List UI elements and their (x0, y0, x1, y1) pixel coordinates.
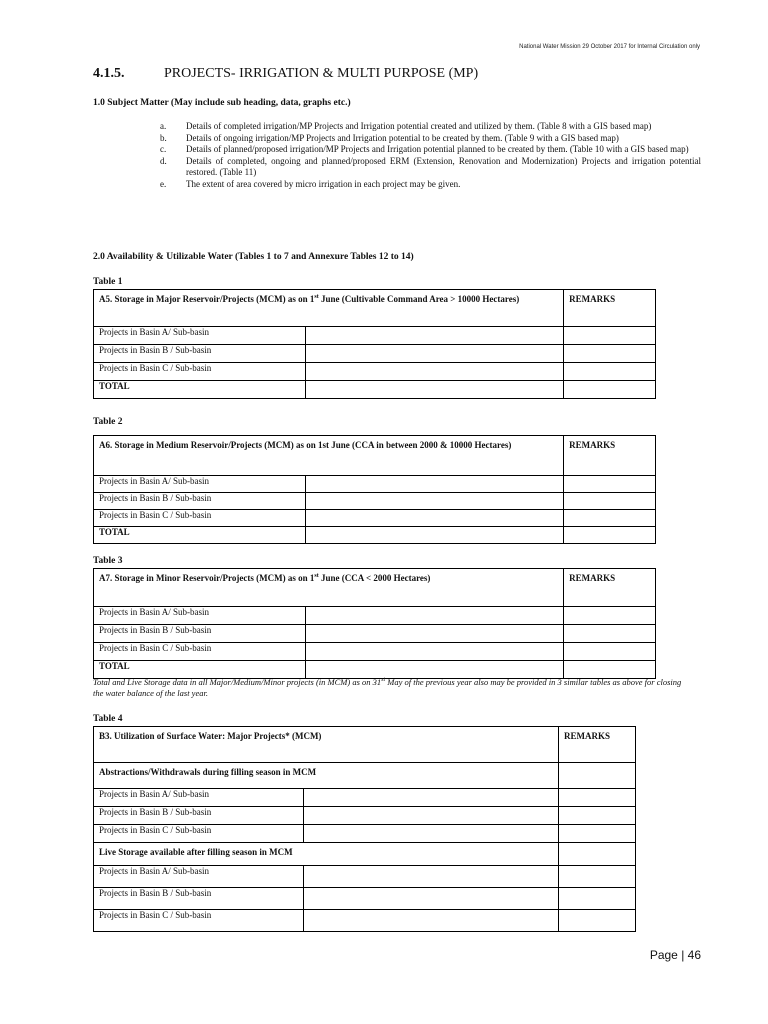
data-cell (305, 327, 563, 345)
row-label: Projects in Basin B / Sub-basin (94, 345, 306, 363)
table4 (93, 726, 636, 932)
data-cell (305, 476, 563, 493)
row-label: Projects in Basin A/ Sub-basin (94, 476, 306, 493)
data-cell (303, 910, 558, 932)
table2-title: A6. Storage in Medium Reservoir/Projects (MCM) as on 1st June (CCA in between 2000 & 10000 Hectares) (94, 436, 564, 476)
table3-title (94, 569, 564, 607)
title-text: A7. Storage in Minor Reservoir/Projects (MCM) as on 1 (99, 573, 315, 583)
list-label: b. (160, 132, 167, 143)
data-cell (303, 888, 558, 910)
list-label: e. (160, 178, 167, 189)
total-label: TOTAL (94, 381, 306, 399)
row-label: Projects in Basin C / Sub-basin (94, 510, 306, 527)
section-title: PROJECTS- IRRIGATION & MULTI PURPOSE (MP) (164, 66, 479, 81)
title-sup: st (314, 294, 319, 300)
remarks-cell (559, 825, 636, 843)
page-number: Page | 46 (649, 948, 701, 962)
row-label: Projects in Basin B / Sub-basin (94, 888, 304, 910)
subject-list (160, 121, 701, 190)
remarks-header: REMARKS (564, 436, 656, 476)
running-header: National Water Mission 29 October 2017 for Internal Circulation only (519, 44, 700, 50)
list-item (160, 133, 701, 145)
data-cell (305, 625, 563, 643)
row-label: Projects in Basin C / Sub-basin (94, 363, 306, 381)
remarks-cell (559, 807, 636, 825)
data-cell (303, 807, 558, 825)
list-label: c. (160, 144, 167, 154)
list-text: Details of completed, ongoing and planned/proposed ERM (Extension, Renovation and Modernization) Projects and irrigation potential restored. (Table 11) (186, 155, 701, 177)
list-text: The extent of area covered by micro irrigation in each project may be given. (186, 178, 461, 189)
data-cell (303, 866, 558, 888)
table3 (93, 568, 656, 679)
row-label: Projects in Basin B / Sub-basin (94, 625, 306, 643)
remarks-cell (564, 607, 656, 625)
remarks-cell (559, 866, 636, 888)
data-cell (303, 825, 558, 843)
data-cell (305, 527, 563, 544)
remarks-cell (564, 363, 656, 381)
remarks-cell (559, 789, 636, 807)
remarks-cell (559, 910, 636, 932)
title-sup: st (314, 573, 319, 579)
table1-title (94, 290, 564, 327)
remarks-cell (559, 843, 636, 866)
title-text: June (CCA < 2000 Hectares) (318, 573, 431, 583)
table4-title: B3. Utilization of Surface Water: Major Projects* (MCM) (94, 727, 559, 763)
remarks-cell (564, 381, 656, 399)
row-label: Projects in Basin C / Sub-basin (94, 825, 304, 843)
total-label: TOTAL (94, 527, 306, 544)
list-text: Details of planned/proposed irrigation/MP Projects and Irrigation potential planned to be created by them. (Table 10 with a GIS based map) (186, 144, 689, 154)
remarks-header: REMARKS (559, 727, 636, 763)
list-text: Details of ongoing irrigation/MP Projects and Irrigation potential to be created by them. (Table 9 with a GIS based map) (186, 132, 619, 143)
note-text: Total and Live Storage data in all Major/Medium/Minor projects (in MCM) as on 31 (93, 677, 382, 687)
note-sup: st (381, 677, 386, 684)
row-label: Projects in Basin C / Sub-basin (94, 910, 304, 932)
data-cell (305, 607, 563, 625)
storage-note (93, 677, 683, 699)
data-cell (303, 789, 558, 807)
availability-heading: 2.0 Availability & Utilizable Water (Tables 1 to 7 and Annexure Tables 12 to 14) (93, 252, 414, 262)
remarks-cell (564, 625, 656, 643)
data-cell (305, 363, 563, 381)
list-label: a. (160, 121, 167, 131)
total-label: TOTAL (94, 661, 306, 679)
table1-label: Table 1 (93, 277, 123, 287)
table4-label: Table 4 (93, 714, 123, 724)
remarks-cell (564, 661, 656, 679)
data-cell (305, 643, 563, 661)
table1 (93, 289, 656, 399)
list-item (160, 179, 701, 191)
data-cell (305, 345, 563, 363)
table2 (93, 435, 656, 544)
table2-label: Table 2 (93, 417, 123, 427)
note-text: May of the previous year also may be provided in 3 similar tables as above for closing the water balance of the last year. (93, 677, 682, 698)
list-item (160, 121, 701, 133)
data-cell (305, 510, 563, 527)
list-text: Details of completed irrigation/MP Projects and Irrigation potential created and utilized by them. (Table 8 with a GIS based map) (186, 121, 652, 131)
data-cell (305, 493, 563, 510)
row-label: Projects in Basin A/ Sub-basin (94, 327, 306, 345)
list-item (160, 144, 701, 156)
data-cell (305, 661, 563, 679)
section-row: Live Storage available after filling season in MCM (94, 843, 559, 866)
remarks-header: REMARKS (564, 569, 656, 607)
row-label: Projects in Basin A/ Sub-basin (94, 866, 304, 888)
remarks-cell (559, 888, 636, 910)
section-number: 4.1.5. (93, 66, 125, 81)
remarks-cell (564, 493, 656, 510)
row-label: Projects in Basin A/ Sub-basin (94, 607, 306, 625)
remarks-cell (564, 510, 656, 527)
list-label: d. (160, 155, 167, 166)
remarks-cell (564, 327, 656, 345)
remarks-cell (564, 476, 656, 493)
section-row: Abstractions/Withdrawals during filling season in MCM (94, 763, 559, 789)
row-label: Projects in Basin A/ Sub-basin (94, 789, 304, 807)
subject-heading: 1.0 Subject Matter (May include sub heading, data, graphs etc.) (93, 98, 351, 108)
row-label: Projects in Basin B / Sub-basin (94, 807, 304, 825)
title-text: June (Cultivable Command Area > 10000 Hectares) (318, 294, 520, 304)
data-cell (305, 381, 563, 399)
remarks-cell (559, 763, 636, 789)
remarks-cell (564, 527, 656, 544)
remarks-cell (564, 345, 656, 363)
title-text: A5. Storage in Major Reservoir/Projects (MCM) as on 1 (99, 294, 315, 304)
list-item (160, 156, 701, 179)
row-label: Projects in Basin B / Sub-basin (94, 493, 306, 510)
row-label: Projects in Basin C / Sub-basin (94, 643, 306, 661)
section-heading (93, 66, 478, 82)
remarks-cell (564, 643, 656, 661)
table3-label: Table 3 (93, 556, 123, 566)
remarks-header: REMARKS (564, 290, 656, 327)
